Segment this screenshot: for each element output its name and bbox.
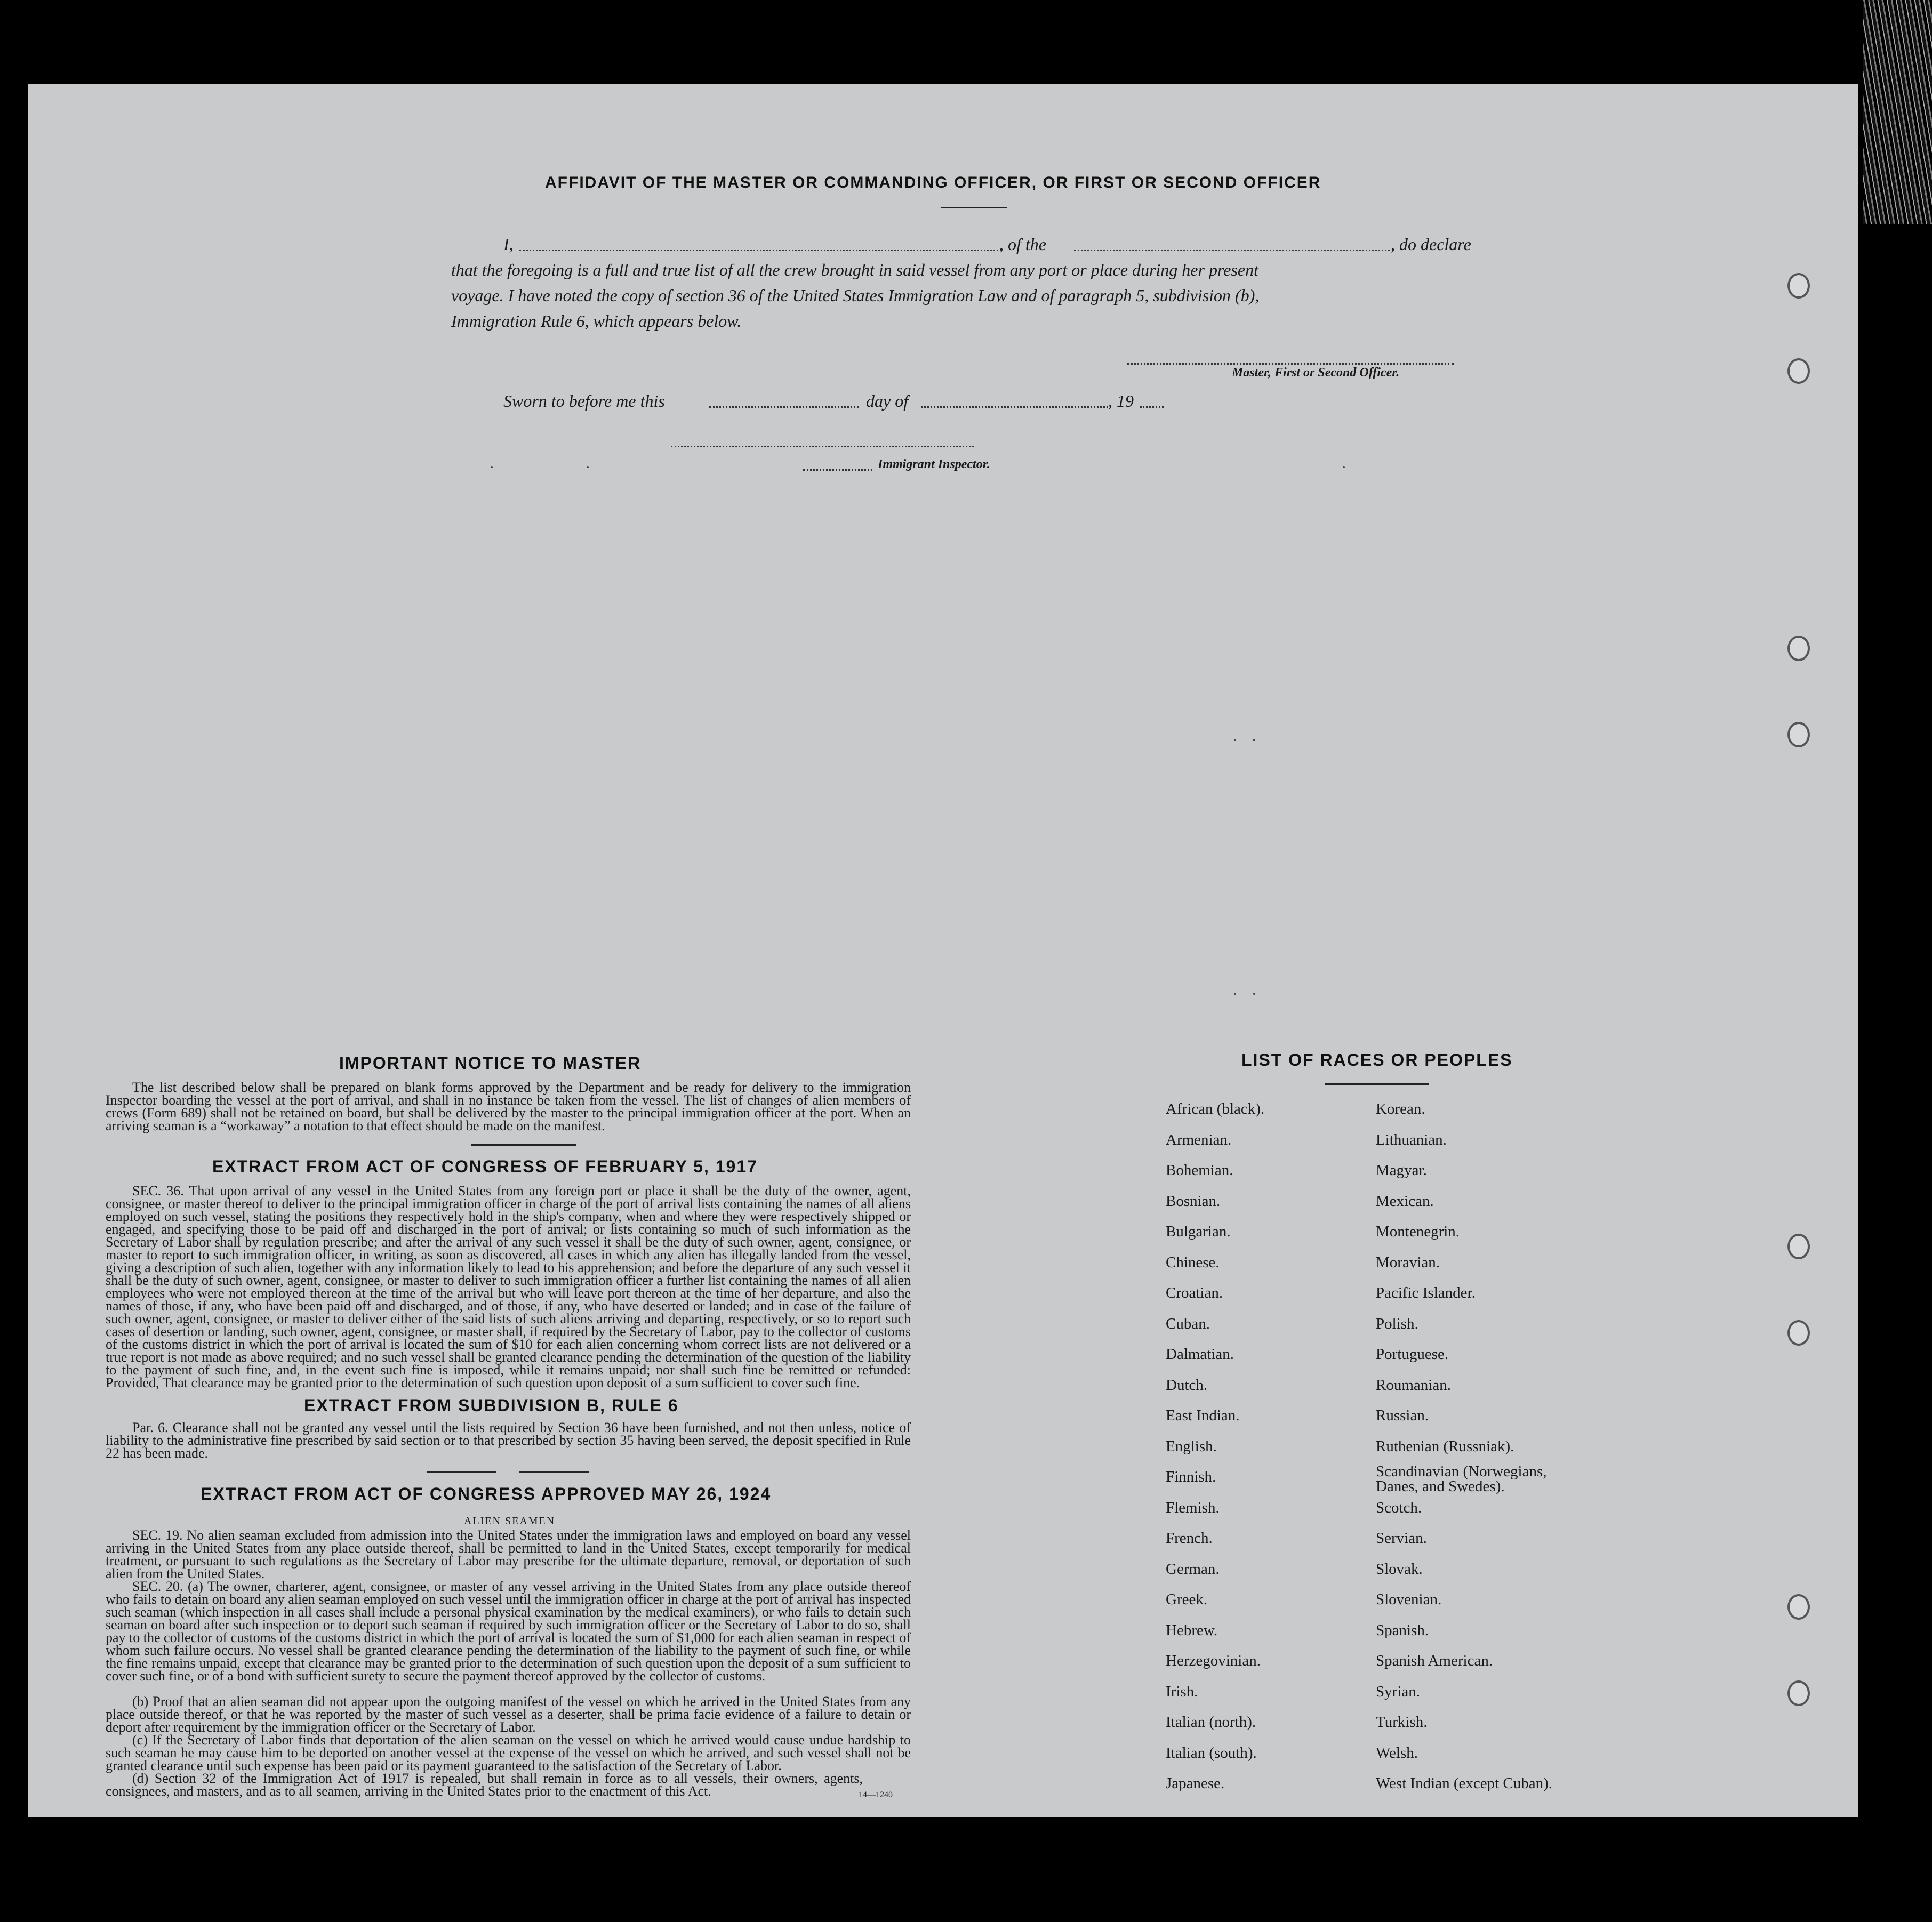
race-item: Slovenian. xyxy=(1376,1591,1442,1608)
race-item: Cuban. xyxy=(1166,1315,1210,1332)
notice-title: IMPORTANT NOTICE TO MASTER xyxy=(339,1054,642,1073)
extract-1924-sec19: SEC. 19. No alien seaman excluded from admission into the United States under the immigration laws and employed on board any vessel arriving in the United States from any place outside thereof, shall be permitted to land in the United States, except temporarily for medical treatment, or pursuant to such regulations as the Secretary of Labor may prescribe for the ultimate departure, removal, or deportation of such alien from the United States. xyxy=(106,1527,911,1581)
race-item: Dutch. xyxy=(1166,1376,1208,1394)
binder-hole xyxy=(1787,273,1810,299)
binder-hole xyxy=(1787,1234,1810,1259)
extract-1924-sec20c: (c) If the Secretary of Labor finds that deportation of the alien seaman on the vessel on which he arrived would cause undue hardship to such seaman he may cause him to be deported on another vessel at the expense of the vessel on which he arrived, and such vessel shall not be granted clearance until such expense has been paid or its payment guaranteed to the satisfaction of the Secretary of Labor. xyxy=(106,1732,911,1773)
race-item: East Indian. xyxy=(1166,1407,1240,1424)
race-item: Irish. xyxy=(1166,1683,1198,1700)
race-item: Japanese. xyxy=(1166,1775,1225,1792)
race-item: Hebrew. xyxy=(1166,1621,1218,1639)
vessel-blank xyxy=(1074,250,1394,251)
affidavit-line1-declare: , do declare xyxy=(1391,235,1471,254)
binder-hole xyxy=(1787,1680,1810,1706)
speck xyxy=(1343,466,1345,468)
form-page xyxy=(28,84,1858,1817)
race-item: English. xyxy=(1166,1437,1217,1455)
race-item: African (black). xyxy=(1166,1100,1265,1117)
race-item: Russian. xyxy=(1376,1407,1429,1424)
race-item: Mexican. xyxy=(1376,1192,1434,1210)
race-item: Bulgarian. xyxy=(1166,1223,1231,1240)
race-item: German. xyxy=(1166,1560,1220,1578)
race-item: Croatian. xyxy=(1166,1284,1223,1301)
extract-1924-title: EXTRACT FROM ACT OF CONGRESS APPROVED MAY 26, 1924 xyxy=(201,1484,772,1503)
race-item: Spanish American. xyxy=(1376,1652,1493,1669)
affidavit-line4: Immigration Rule 6, which appears below. xyxy=(451,311,742,331)
inspector-short-blank xyxy=(803,469,872,471)
affidavit-line2: that the foregoing is a full and true list of all the crew brought in said vessel from any port or place during her present xyxy=(451,260,1258,279)
race-item: Scandinavian (Norwegians, Danes, and Swedes). xyxy=(1376,1463,1547,1495)
extract-1917-text: SEC. 36. That upon arrival of any vessel in the United States from any foreign port or place it shall be the duty of the owner, agent, consignee, or master thereof to deliver to the principal immigration officer in charge of the port of arrival lists containing the names of all aliens employed on such vessel, stating the positions they respectively hold in the ship's company, when and where they were respectively shipped or engaged, and specifying those to be paid off and discharged in the port of arrival; or lists containing so much of such information as the Secretary of Labor shall by regulation prescribe; and after the arrival of any such vessel it shall be the duty of such owner, agent, consignee, or master to report to such immigration officer, in writing, as soon as discovered, all cases in which any alien has illegally landed from the vessel, giving a description of such alien, together with any information likely to lead to his apprehension; and before the departure of any such vessel it shall be the duty of such owner, agent, consignee, or master to deliver to such immigration officer a further list containing the names of all alien employees who were not employed thereon at the time of the arrival but who will leave port thereon at the time of her departure, and also the names of those, if any, who have been paid off and discharged, and of those, if any, who have deserted or landed; and in case of the failure of such owner, agent, consignee, or master to deliver either of the said lists of such aliens arriving and departing, respectively, or so to report such cases of desertion or landing, such owner, agent, consignee, or master shall, if required by the Secretary of Labor, pay to the collector of customs of the customs district in which the port of arrival is located the sum of $10 for each alien concerning whom correct lists are not delivered or a true report is not made as above required; and no such vessel shall be granted clearance pending the determination of the question of the liability to the payment of such fine, and, in the event such fine is imposed, while it remains unpaid; nor shall such fine be remitted or refunded: Provided, That clearance may be granted prior to the determination of such question upon deposit of a sum sufficient to cover such fine. xyxy=(106,1183,911,1390)
sworn-year: , 19 xyxy=(1108,391,1134,411)
affidavit-title: AFFIDAVIT OF THE MASTER OR COMMANDING OFFICER, OR FIRST OR SECOND OFFICER xyxy=(545,174,1321,191)
divider-1 xyxy=(471,1144,576,1146)
race-item: Welsh. xyxy=(1376,1744,1418,1762)
affidavit-line3: voyage. I have noted the copy of section 36 of the United States Immigration Law and of paragraph 5, subdivision (b), xyxy=(451,286,1260,305)
notice-text: The list described below shall be prepared on blank forms approved by the Department and be ready for delivery to the immigration Inspector boarding the vessel at the port of arrival, and shall in no instance be taken from the vessel. The list of changes of alien members of crews (Form 689) shall not be retained on board, but shall be delivered by the master to the principal immigration officer at the port. When an arriving seaman is a “workaway” a notation to that effect should be made on the manifest. xyxy=(106,1080,911,1133)
race-item: Bosnian. xyxy=(1166,1192,1221,1210)
race-item: Montenegrin. xyxy=(1376,1223,1460,1240)
speck xyxy=(1234,739,1236,741)
rule6-title: EXTRACT FROM SUBDIVISION B, RULE 6 xyxy=(304,1396,679,1415)
race-item: Dalmatian. xyxy=(1166,1346,1234,1363)
extract-1924-sec20b: (b) Proof that an alien seaman did not appear upon the outgoing manifest of the vessel on which he arrived in the United States from any place outside thereof, or that he was reported by the master of such vessel as a deserter, shall be prima facie evidence of a failure to detain or deport after requirement by the immigration officer or the Secretary of Labor. xyxy=(106,1694,911,1735)
form-number: 14—1240 xyxy=(859,1790,893,1799)
sworn-day-blank xyxy=(709,406,859,408)
signature-blank xyxy=(1127,363,1454,365)
race-item: French. xyxy=(1166,1530,1213,1547)
race-item: Portuguese. xyxy=(1376,1346,1449,1363)
race-item: Chinese. xyxy=(1166,1253,1220,1271)
race-item: Roumanian. xyxy=(1376,1376,1451,1394)
race-item: Greek. xyxy=(1166,1591,1208,1608)
binder-hole xyxy=(1787,1320,1810,1346)
extract-1917-title: EXTRACT FROM ACT OF CONGRESS OF FEBRUARY 5, 1917 xyxy=(212,1157,758,1176)
speck xyxy=(1253,739,1255,741)
race-item: Italian (south). xyxy=(1166,1744,1257,1762)
race-item: Turkish. xyxy=(1376,1714,1428,1731)
race-item: Polish. xyxy=(1376,1315,1418,1332)
extract-1924-sec20d: (d) Section 32 of the Immigration Act of 1917 is repealed, but shall remain in force as to all vessels, their owners, agents, consignees, and masters, and as to all seamen, arriving in the United States prior to the enactment of this Act. xyxy=(106,1771,863,1799)
sworn-day-of: day of xyxy=(866,391,909,411)
binder-hole xyxy=(1787,636,1810,661)
sworn-prefix: Sworn to before me this xyxy=(503,391,665,411)
races-underline xyxy=(1325,1083,1429,1085)
race-item: Italian (north). xyxy=(1166,1714,1256,1731)
race-item: Slovak. xyxy=(1376,1560,1423,1578)
races-title: LIST OF RACES OR PEOPLES xyxy=(1241,1050,1513,1069)
inspector-label: Immigrant Inspector. xyxy=(878,457,990,471)
divider-3 xyxy=(519,1471,589,1473)
speck xyxy=(1253,993,1255,995)
inspector-blank xyxy=(671,446,974,447)
race-item: Spanish. xyxy=(1376,1621,1429,1639)
affidavit-line1-of-the: , of the xyxy=(999,235,1046,254)
binder-hole xyxy=(1787,1594,1810,1620)
title-underline xyxy=(941,207,1007,208)
race-item: Pacific Islander. xyxy=(1376,1284,1476,1301)
affidavit-line1-i: I, xyxy=(503,235,514,254)
binder-hole xyxy=(1787,358,1810,384)
speck xyxy=(1234,993,1236,995)
speck xyxy=(491,466,493,468)
race-item: Finnish. xyxy=(1166,1468,1216,1485)
race-item: Korean. xyxy=(1376,1100,1425,1117)
sworn-month-blank xyxy=(921,406,1108,408)
binder-hole xyxy=(1787,722,1810,747)
divider-2 xyxy=(427,1471,496,1473)
race-item: Moravian. xyxy=(1376,1253,1440,1271)
speck xyxy=(587,466,589,468)
alien-seamen-subtitle: ALIEN SEAMEN xyxy=(464,1515,556,1527)
race-item: Ruthenian (Russniak). xyxy=(1376,1437,1514,1455)
race-item: Syrian. xyxy=(1376,1683,1420,1700)
rule6-text: Par. 6. Clearance shall not be granted any vessel until the lists required by Section 36 have been furnished, and not then unless, notice of liability to the administrative fine prescribed by said section or to that prescribed by section 35 having been served, the deposit specified in Rule 22 has been made. xyxy=(106,1420,911,1461)
race-item: Armenian. xyxy=(1166,1131,1232,1148)
race-item: Lithuanian. xyxy=(1376,1131,1447,1148)
race-item: Magyar. xyxy=(1376,1162,1427,1179)
sworn-year-blank xyxy=(1140,406,1164,408)
race-item: Scotch. xyxy=(1376,1499,1422,1516)
race-item: Servian. xyxy=(1376,1530,1427,1547)
race-item: Flemish. xyxy=(1166,1499,1220,1516)
race-item: Bohemian. xyxy=(1166,1162,1233,1179)
extract-1924-sec20a: SEC. 20. (a) The owner, charterer, agent, consignee, or master of any vessel arriving in the United States from any place outside thereof who fails to detain on board any alien seaman employed on such vessel until the immigration officer in charge at the port of arrival has inspected such seaman (which inspection in all cases shall include a personal physical examination by the medical examiners), or who fails to detain such seaman on board after such inspection or to deport such seaman if required by such immigration officer or the Secretary of Labor to do so, shall pay to the collector of customs of the customs district in which the port of arrival is located the sum of $1,000 for each alien seaman in respect of whom such failure occurs. No vessel shall be granted clearance pending the determination of the liability to the payment of such fine, or while the fine remains unpaid, except that clearance may be granted prior to the determination of such question upon the deposit of a sum sufficient to cover such fine, or of a bond with sufficient surety to secure the payment thereof approved by the collector of customs. xyxy=(106,1579,911,1684)
race-item: Herzegovinian. xyxy=(1166,1652,1261,1669)
signature-label: Master, First or Second Officer. xyxy=(1232,366,1400,380)
race-item: West Indian (except Cuban). xyxy=(1376,1775,1553,1792)
name-blank xyxy=(519,250,1002,251)
scan-edge-noise xyxy=(1863,0,1932,224)
